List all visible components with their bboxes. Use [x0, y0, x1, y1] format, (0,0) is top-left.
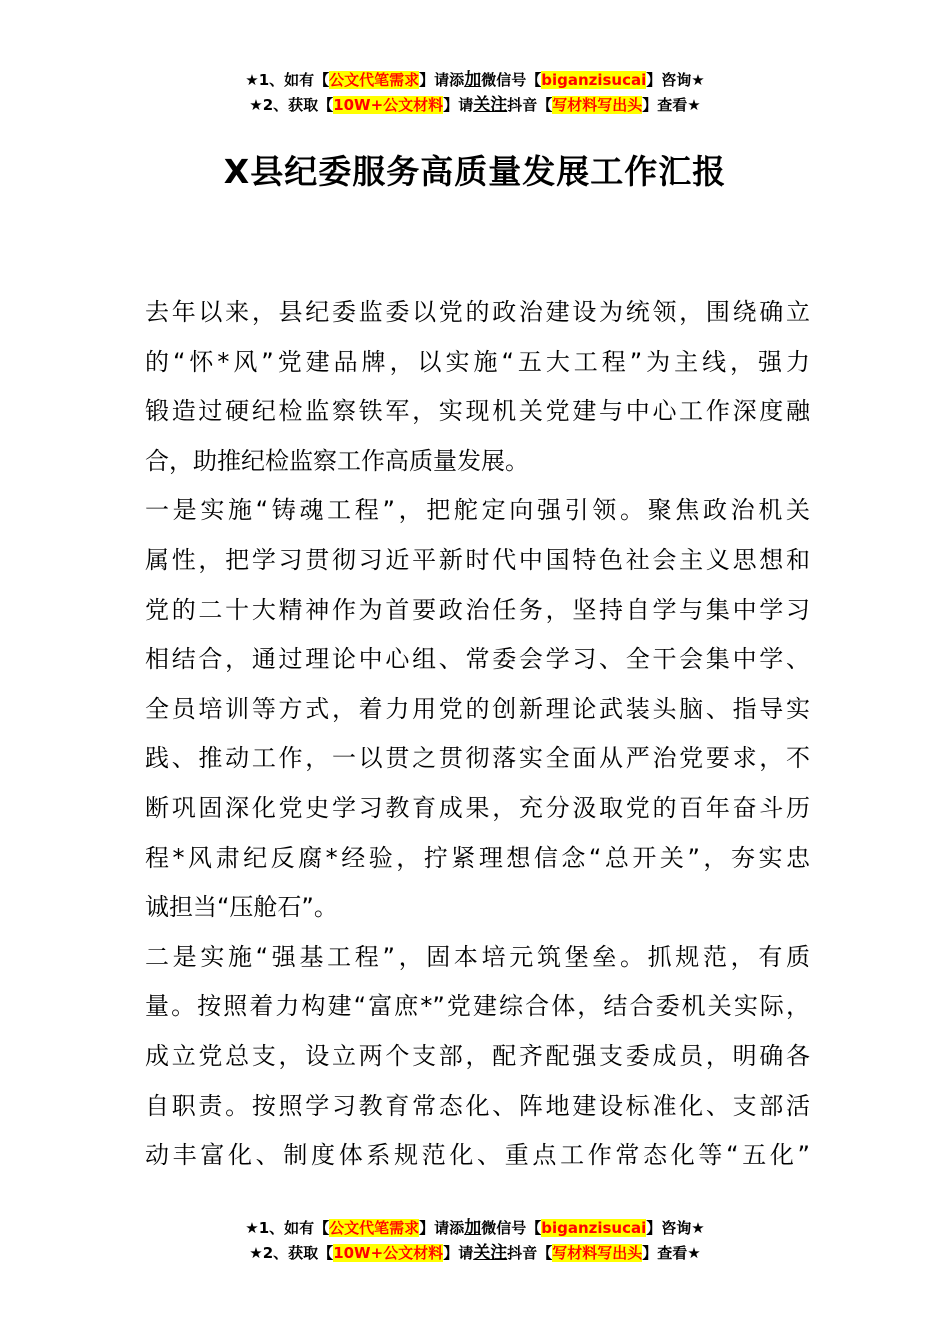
promo-text: ★2、获取【 — [249, 96, 334, 114]
promo-text: ★1、如有【 — [245, 71, 330, 89]
promo-underline: 加 — [464, 70, 482, 90]
promo-text: 】请添 — [419, 1219, 465, 1237]
body-line: 全员培训等方式，着力用党的创新理论武装头脑、指导实 — [145, 694, 810, 723]
body-line: 程*风肃纪反腐*经验，拧紧理想信念“总开关”，夯实忠 — [145, 843, 810, 872]
promo-highlight: 10W+公文材料 — [333, 96, 444, 114]
promo-highlight: biganzisucai — [541, 1219, 647, 1237]
promo-highlight: biganzisucai — [541, 71, 647, 89]
promo-text: 】请 — [443, 96, 474, 114]
promo-text: 】请 — [443, 1244, 474, 1262]
promo-underline: 加 — [464, 1218, 482, 1238]
promo-line-2 — [0, 1241, 950, 1266]
promo-line-1 — [0, 1216, 950, 1241]
body-line: 合，助推纪检监察工作高质量发展。 — [145, 446, 529, 475]
body-line: 一是实施“铸魂工程”，把舵定向强引领。聚焦政治机关 — [145, 496, 810, 525]
body-line: 动丰富化、制度体系规范化、重点工作常态化等“五化” — [145, 1141, 810, 1170]
promo-text: 】咨询★ — [646, 71, 705, 89]
document-body — [145, 288, 810, 1181]
body-line: 二是实施“强基工程”，固本培元筑堡垒。抓规范，有质 — [145, 942, 810, 971]
promo-highlight: 公文代笔需求 — [329, 1219, 420, 1237]
promo-banner-bottom — [0, 1216, 950, 1266]
promo-text: ★1、如有【 — [245, 1219, 330, 1237]
promo-text: 】咨询★ — [646, 1219, 705, 1237]
body-line: 诚担当“压舱石”。 — [145, 893, 338, 922]
body-line: 践、推动工作，一以贯之贯彻落实全面从严治党要求，不 — [145, 744, 810, 773]
promo-highlight: 写材料写出头 — [552, 1244, 643, 1262]
promo-text: 微信号【 — [481, 1219, 542, 1237]
promo-line-1 — [0, 68, 950, 93]
promo-highlight: 写材料写出头 — [552, 96, 643, 114]
promo-underline: 关注 — [473, 95, 508, 115]
promo-highlight: 10W+公文材料 — [333, 1244, 444, 1262]
promo-text: 】查看★ — [642, 96, 701, 114]
promo-underline: 关注 — [473, 1243, 508, 1263]
promo-line-2 — [0, 93, 950, 118]
body-line: 属性，把学习贯彻习近平新时代中国特色社会主义思想和 — [145, 545, 810, 574]
body-line: 自职责。按照学习教育常态化、阵地建设标准化、支部活 — [145, 1091, 810, 1120]
body-line: 党的二十大精神作为首要政治任务，坚持自学与集中学习 — [145, 595, 810, 624]
body-line: 量。按照着力构建“富庶*”党建综合体，结合委机关实际， — [145, 992, 810, 1021]
body-line: 断巩固深化党史学习教育成果，充分汲取党的百年奋斗历 — [145, 793, 810, 822]
body-line: 去年以来，县纪委监委以党的政治建设为统领，围绕确立 — [145, 298, 810, 326]
promo-text: 抖音【 — [507, 96, 553, 114]
document-title: X县纪委服务高质量发展工作汇报 — [223, 152, 727, 191]
promo-text: 抖音【 — [507, 1244, 553, 1262]
body-line: 成立党总支，设立两个支部，配齐配强支委成员，明确各 — [145, 1041, 810, 1070]
promo-text: ★2、获取【 — [249, 1244, 334, 1262]
promo-text: 】请添 — [419, 71, 465, 89]
promo-highlight: 公文代笔需求 — [329, 71, 420, 89]
body-line: 的“怀*风”党建品牌，以实施“五大工程”为主线，强力 — [145, 347, 810, 376]
promo-text: 微信号【 — [481, 71, 542, 89]
promo-text: 】查看★ — [642, 1244, 701, 1262]
promo-banner-top — [0, 68, 950, 118]
body-line: 相结合，通过理论中心组、常委会学习、全干会集中学、 — [145, 645, 810, 674]
body-line: 锻造过硬纪检监察铁军，实现机关党建与中心工作深度融 — [145, 397, 810, 426]
